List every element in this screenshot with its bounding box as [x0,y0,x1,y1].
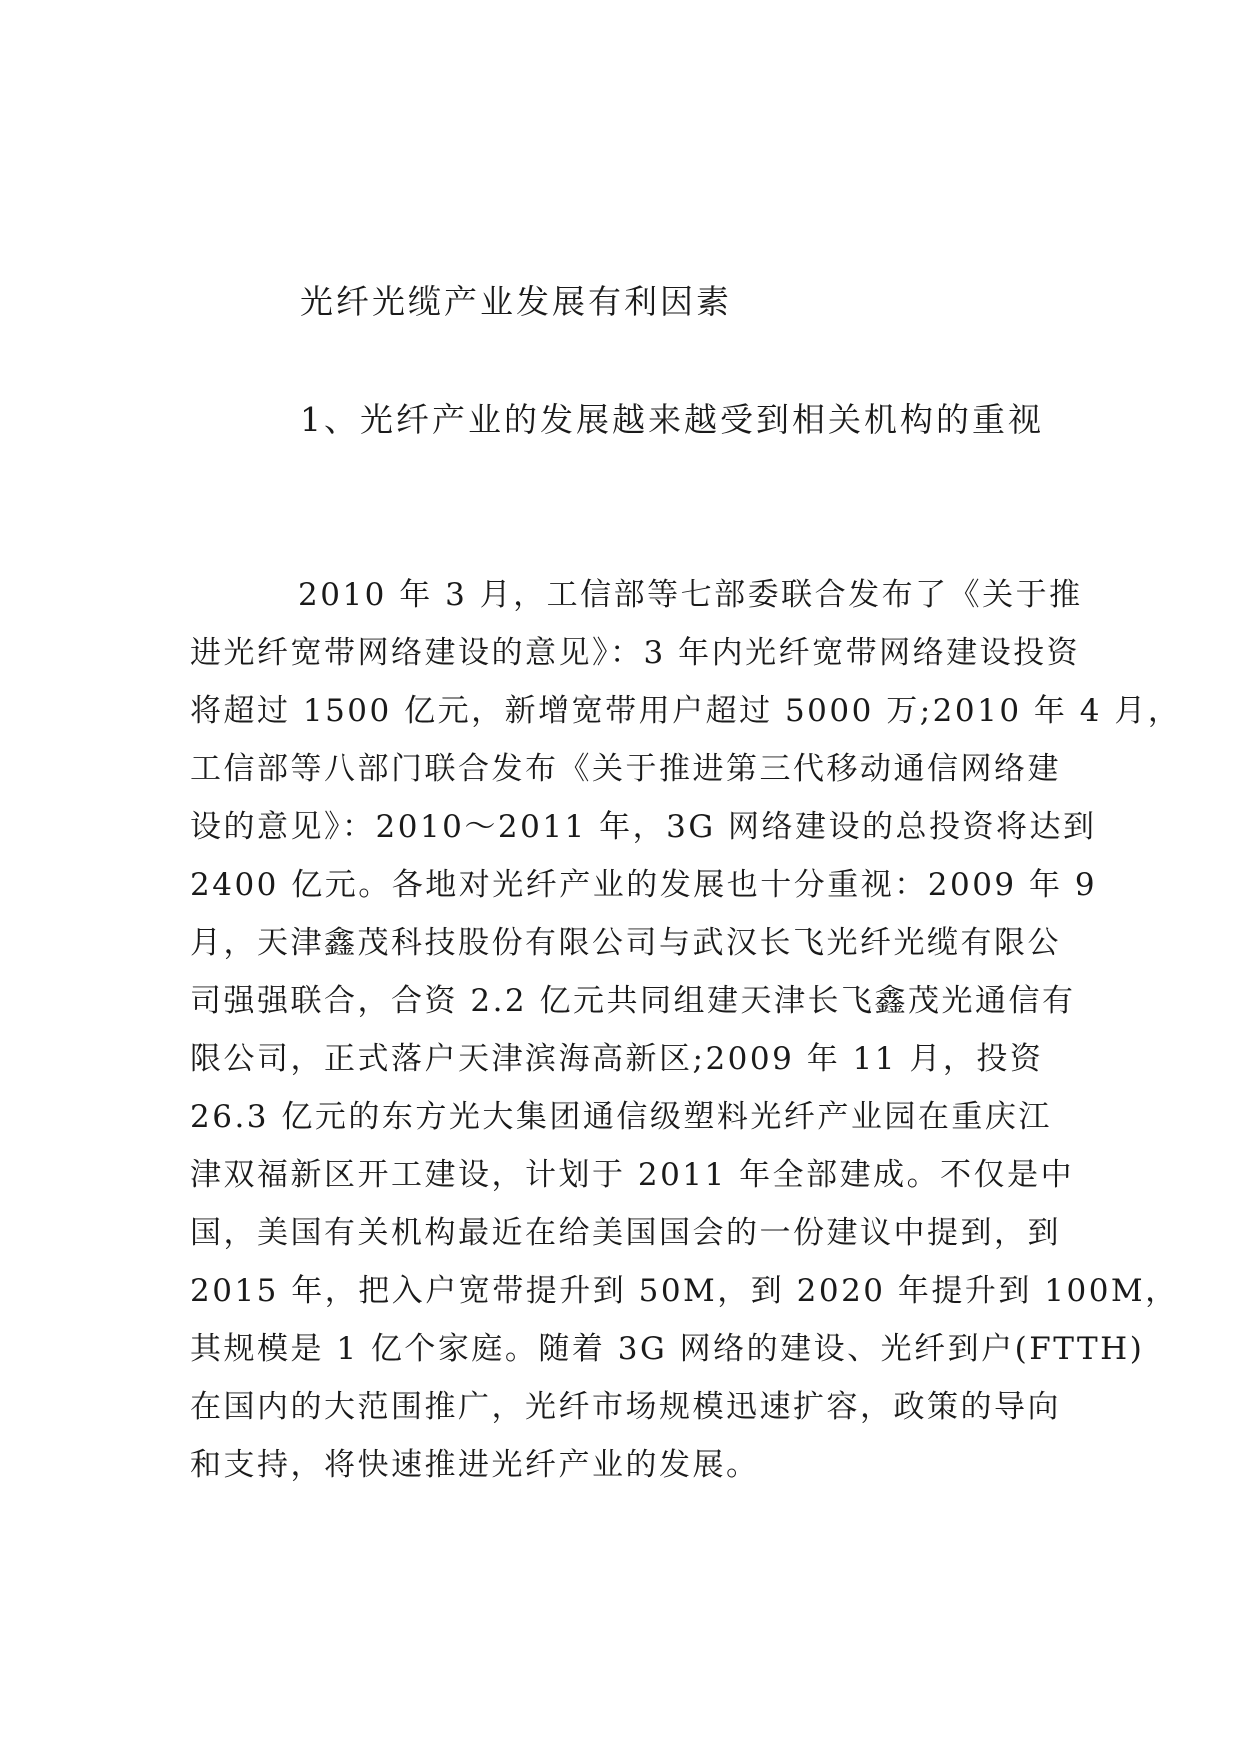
paragraph-line: 其规模是 1 亿个家庭。随着 3G 网络的建设、光纤到户(FTTH) [190,1331,1145,1367]
paragraph-line: 和支持，将快速推进光纤产业的发展。 [190,1447,760,1483]
paragraph-line: 2400 亿元。各地对光纤产业的发展也十分重视：2009 年 9 [190,867,1098,903]
section-heading: 1、光纤产业的发展越来越受到相关机构的重视 [300,400,1044,439]
body-paragraph [190,566,1182,1494]
paragraph-line: 月，天津鑫茂科技股份有限公司与武汉长飞光纤光缆有限公 [190,925,1061,961]
paragraph-line: 限公司，正式落户天津滨海高新区;2009 年 11 月，投资 [190,1041,1044,1077]
paragraph-line: 津双福新区开工建设，计划于 2011 年全部建成。不仅是中 [190,1157,1075,1193]
paragraph-line: 将超过 1500 亿元，新增宽带用户超过 5000 万;2010 年 4 月， [190,693,1182,729]
paragraph-line: 工信部等八部门联合发布《关于推进第三代移动通信网络建 [190,751,1061,787]
paragraph-line: 2010 年 3 月，工信部等七部委联合发布了《关于推 [298,577,1083,613]
paragraph-line: 26.3 亿元的东方光大集团通信级塑料光纤产业园在重庆江 [190,1099,1052,1135]
paragraph-line: 设的意见》：2010～2011 年，3G 网络建设的总投资将达到 [190,809,1097,845]
paragraph-line: 进光纤宽带网络建设的意见》：3 年内光纤宽带网络建设投资 [190,635,1081,671]
paragraph-line: 2015 年，把入户宽带提升到 50M，到 2020 年提升到 100M， [190,1273,1179,1309]
paragraph-line: 在国内的大范围推广，光纤市场规模迅速扩容，政策的导向 [190,1389,1061,1425]
paragraph-line: 司强强联合，合资 2.2 亿元共同组建天津长飞鑫茂光通信有 [190,983,1076,1019]
paragraph-line: 国，美国有关机构最近在给美国国会的一份建议中提到，到 [190,1215,1061,1251]
document-title: 光纤光缆产业发展有利因素 [300,282,732,321]
